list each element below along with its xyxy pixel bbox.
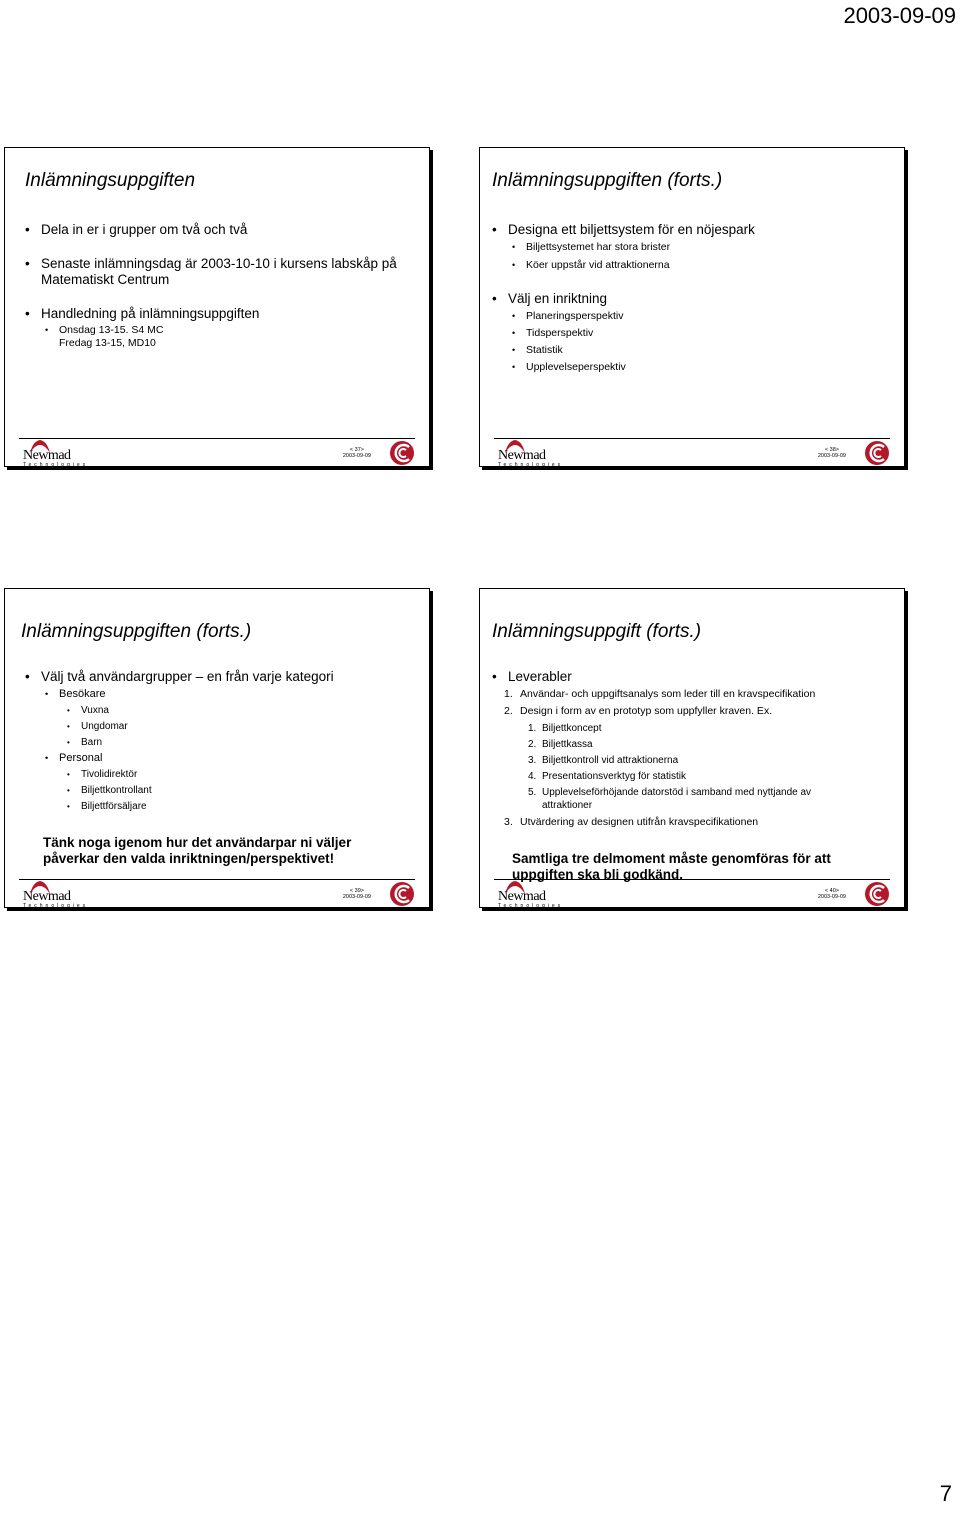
sub-sub-bullet-item: • Barn <box>63 736 419 749</box>
slide-number: < 40> 2003-09-09 <box>817 888 846 900</box>
slide-37 <box>4 147 430 467</box>
sub-bullet-item: • Köer uppstår vid attraktionerna <box>508 259 894 272</box>
sub-sub-bullet-item: • Biljettförsäljare <box>63 800 419 813</box>
bullet-item: • Välj två användargrupper – en från varje kategori <box>23 669 419 685</box>
numbered-subitem: 5. Upplevelseförhöjande datorstöd i samband med nyttjande av attraktioner <box>528 787 812 811</box>
sub-bullet-item: • Upplevelseperspektiv <box>508 361 894 374</box>
slide-title: Inlämningsuppgiften <box>25 170 196 191</box>
slide-footer <box>19 436 415 466</box>
page-date: 2003-09-09 <box>843 3 956 28</box>
c-logo-icon <box>389 881 415 907</box>
category-personal: • Personal <box>41 752 419 765</box>
slide-number: < 38> 2003-09-09 <box>817 447 846 459</box>
slide-40 <box>479 588 905 908</box>
slide-footer <box>494 877 890 907</box>
newmad-logo: Newmad Technologies <box>498 439 578 465</box>
sub-bullet-text: Onsdag 13-15. S4 MC <box>59 324 164 336</box>
sub-bullet-item: • Tidsperspektiv <box>508 327 894 340</box>
newmad-logo: Newmad Technologies <box>23 439 103 465</box>
bullet-item: • Handledning på inlämningsuppgiften <box>23 306 419 322</box>
sub-bullet-item: • Biljettsystemet har stora brister <box>508 241 894 254</box>
sub-sub-bullet-item: • Tivolidirektör <box>63 768 419 781</box>
sub-bullet-item <box>41 324 419 350</box>
bullet-item: • Designa ett biljettsystem för en nöjespark <box>490 222 894 238</box>
newmad-logo: Newmad Technologies <box>23 880 103 906</box>
slide-title: Inlämningsuppgiften (forts.) <box>492 170 723 191</box>
slide-38 <box>479 147 905 467</box>
slide-number: < 39> 2003-09-09 <box>342 888 371 900</box>
bullet-item: • Dela in er i grupper om två och två <box>23 222 419 238</box>
numbered-item: 1. Användar- och uppgiftsanalys som leder till en kravspecifikation <box>504 688 816 700</box>
numbered-subitem: 3. Biljettkontroll vid attraktionerna <box>528 755 679 766</box>
numbered-subitem: 2. Biljettkassa <box>528 739 593 750</box>
emphasis-note: Samtliga tre delmoment måste genomföras för att uppgiften ska bli godkänd. <box>512 851 831 882</box>
slide-title: Inlämningsuppgiften (forts.) <box>21 621 252 642</box>
c-logo-icon <box>389 440 415 466</box>
bullet-item: • Välj en inriktning <box>490 291 894 307</box>
slide-footer <box>19 877 415 907</box>
slide-footer <box>494 436 890 466</box>
c-logo-icon <box>864 440 890 466</box>
slide-number: < 37> 2003-09-09 <box>342 447 371 459</box>
sub-sub-bullet-item: • Vuxna <box>63 704 419 717</box>
sub-sub-bullet-item: • Ungdomar <box>63 720 419 733</box>
sub-bullet-item: • Statistik <box>508 344 894 357</box>
sub-sub-bullet-item: • Biljettkontrollant <box>63 784 419 797</box>
sub-bullet-text: Fredag 13-15, MD10 <box>59 337 156 349</box>
category-besokare: • Besökare <box>41 688 419 701</box>
numbered-item: 2. Design i form av en prototyp som uppfyller kraven. Ex. <box>504 705 773 717</box>
slide-39 <box>4 588 430 908</box>
bullet-item: • Leverabler <box>490 669 894 685</box>
newmad-logo: Newmad Technologies <box>498 880 578 906</box>
c-logo-icon <box>864 881 890 907</box>
bullet-item: • Senaste inlämningsdag är 2003-10-10 i kursens labskåp på Matematiskt Centrum <box>23 256 411 288</box>
emphasis-note: Tänk noga igenom hur det användarpar ni väljer påverkar den valda inriktningen/perspektivet! <box>43 835 352 866</box>
numbered-subitem: 4. Presentationsverktyg för statistik <box>528 771 686 782</box>
page-number: 7 <box>939 1481 952 1506</box>
slide-title: Inlämningsuppgift (forts.) <box>492 621 702 642</box>
sub-bullet-item: • Planeringsperspektiv <box>508 310 894 323</box>
numbered-subitem: 1. Biljettkoncept <box>528 723 602 734</box>
numbered-item: 3. Utvärdering av designen utifrån kravspecifikationen <box>504 816 759 828</box>
